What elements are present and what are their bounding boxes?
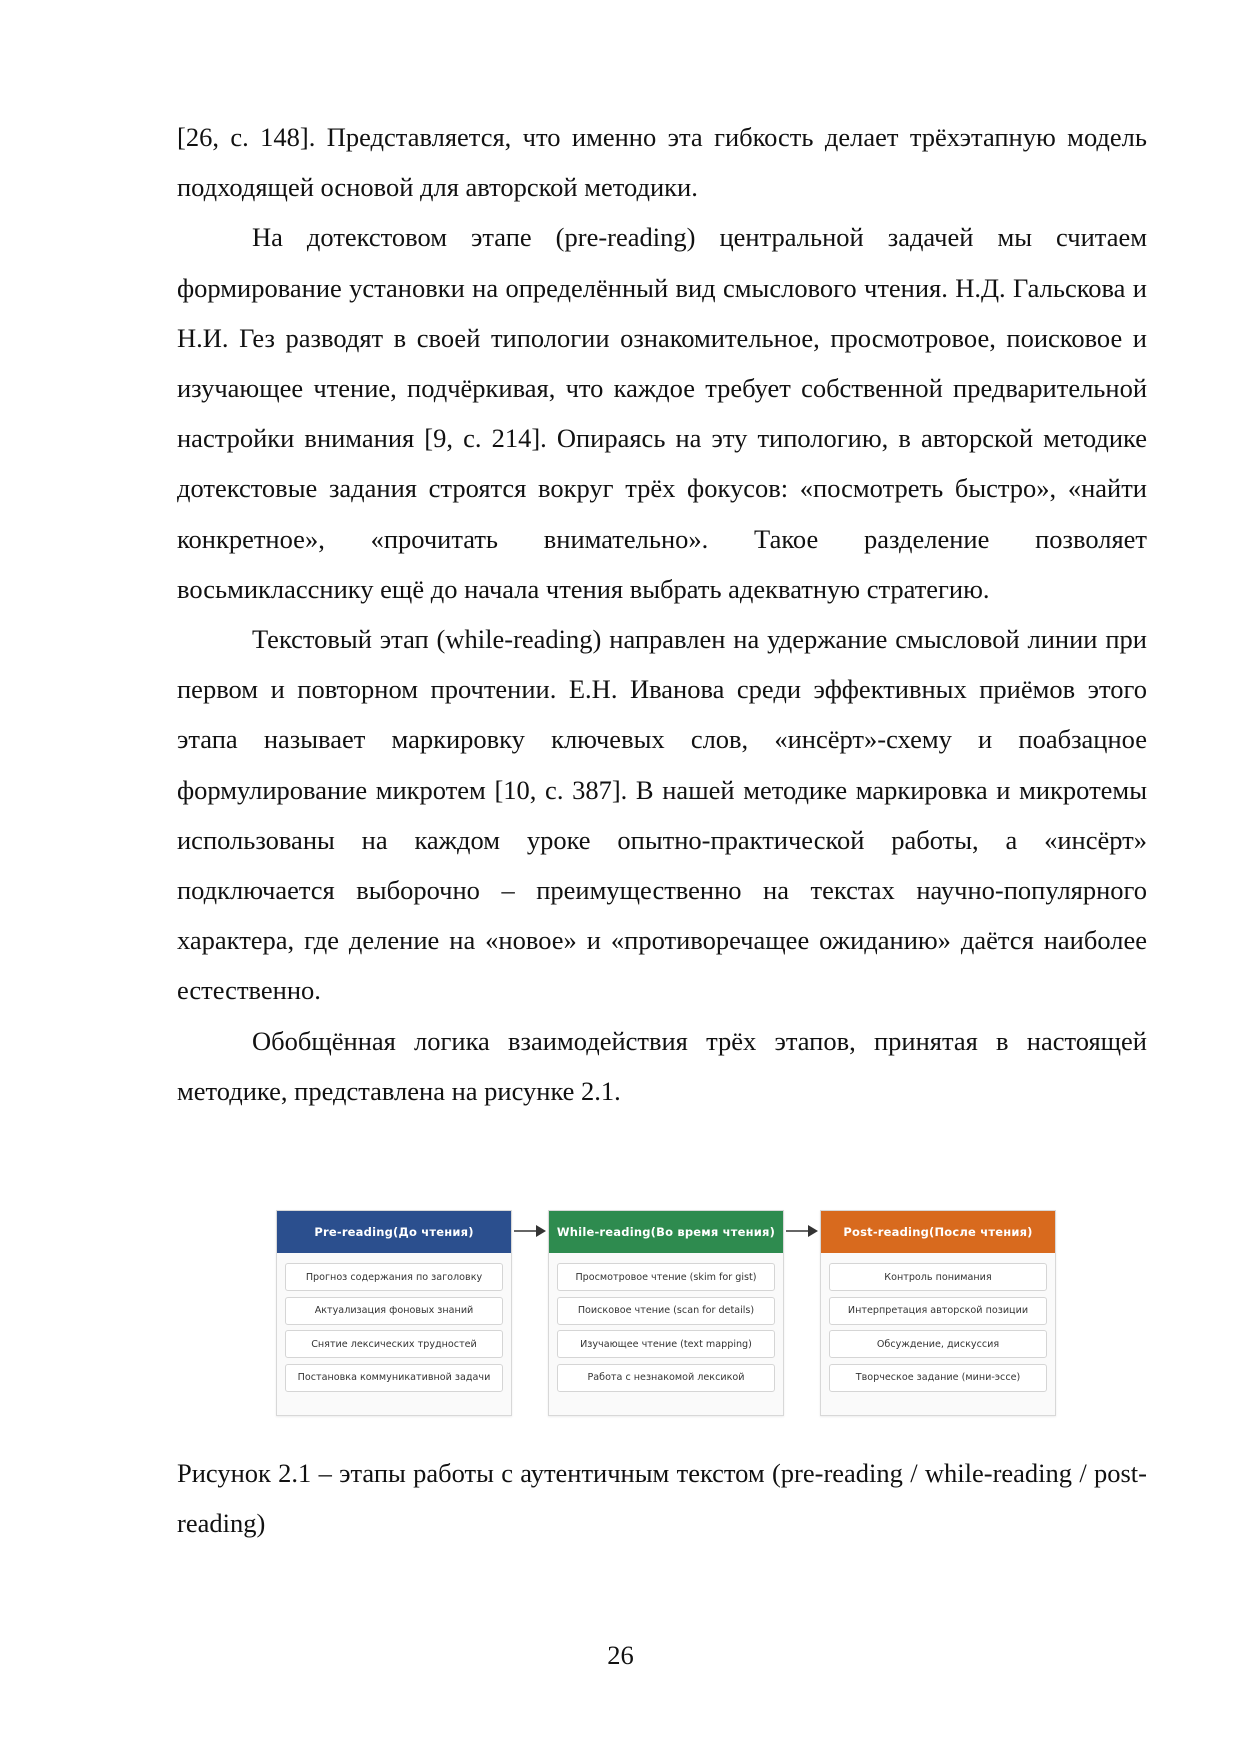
stage-item: Изучающее чтение (text mapping) bbox=[557, 1330, 775, 1358]
stage-item: Актуализация фоновых знаний bbox=[285, 1297, 503, 1325]
stage-post-reading bbox=[820, 1210, 1056, 1416]
stage-item: Обсуждение, дискуссия bbox=[829, 1330, 1047, 1358]
arrow-right-icon bbox=[514, 1224, 546, 1238]
paragraph: Текстовый этап (while-reading) направлен на удержание смысловой линии при первом и повторном прочтении. Е.Н. Иванова среди эффективных приёмов этого этапа называет маркировку ключевых слов, «инсёрт»-схему и поабзацное формулирование микротем [10, с. 387]. В нашей методике маркировка и микротемы использованы на каждом уроке опытно-практической работы, а «инсёрт» подключается выборочно – преимущественно на текстах научно-популярного характера, где деление на «новое» и «противоречащее ожиданию» даётся наиболее естественно. bbox=[177, 624, 1147, 1006]
stage-title: Pre-reading(До чтения) bbox=[277, 1211, 511, 1253]
stage-pre-reading bbox=[276, 1210, 512, 1416]
stage-title: While-reading(Во время чтения) bbox=[549, 1211, 783, 1253]
stage-item: Контроль понимания bbox=[829, 1263, 1047, 1291]
stage-item: Прогноз содержания по заголовку bbox=[285, 1263, 503, 1291]
arrow-head bbox=[808, 1225, 818, 1237]
stage-items bbox=[277, 1253, 511, 1392]
arrow-head bbox=[536, 1225, 546, 1237]
paragraph: [26, с. 148]. Представляется, что именно эта гибкость делает трёхэтапную модель подходящей основой для авторской методики. bbox=[177, 122, 1147, 203]
stage-items bbox=[821, 1253, 1055, 1392]
stage-item: Работа с незнакомой лексикой bbox=[557, 1364, 775, 1392]
stage-title: Post-reading(После чтения) bbox=[821, 1211, 1055, 1253]
stage-item: Просмотровое чтение (skim for gist) bbox=[557, 1263, 775, 1291]
stage-item: Поисковое чтение (scan for details) bbox=[557, 1297, 775, 1325]
arrow-right-icon bbox=[786, 1224, 818, 1238]
stage-item: Интерпретация авторской позиции bbox=[829, 1297, 1047, 1325]
stage-item: Постановка коммуникативной задачи bbox=[285, 1364, 503, 1392]
figure-reading-stages bbox=[276, 1210, 1056, 1416]
paragraph: На дотекстовом этапе (pre-reading) центральной задачей мы считаем формирование установки на определённый вид смыслового чтения. Н.Д. Гальскова и Н.И. Гез разводят в своей типологии ознакомительное, просмотровое, поисковое и изучающее чтение, подчёркивая, что каждое требует собственной предварительной настройки внимания [9, с. 214]. Опираясь на эту типологию, в авторской методике дотекстовые задания строятся вокруг трёх фокусов: «посмотреть быстро», «найти конкретное», «прочитать внимательно». Такое разделение позволяет восьмикласснику ещё до начала чтения выбрать адекватную стратегию. bbox=[177, 222, 1147, 604]
page-number: 26 bbox=[607, 1640, 634, 1670]
body-text bbox=[177, 112, 1147, 1116]
figure-caption: Рисунок 2.1 – этапы работы с аутентичным текстом (pre-reading / while-reading / post-reading) bbox=[177, 1458, 1147, 1539]
stage-while-reading bbox=[548, 1210, 784, 1416]
paragraph: Обобщённая логика взаимодействия трёх этапов, принятая в настоящей методике, представлена на рисунке 2.1. bbox=[177, 1025, 1147, 1106]
stage-items bbox=[549, 1253, 783, 1392]
stage-item: Творческое задание (мини-эссе) bbox=[829, 1364, 1047, 1392]
stage-item: Снятие лексических трудностей bbox=[285, 1330, 503, 1358]
